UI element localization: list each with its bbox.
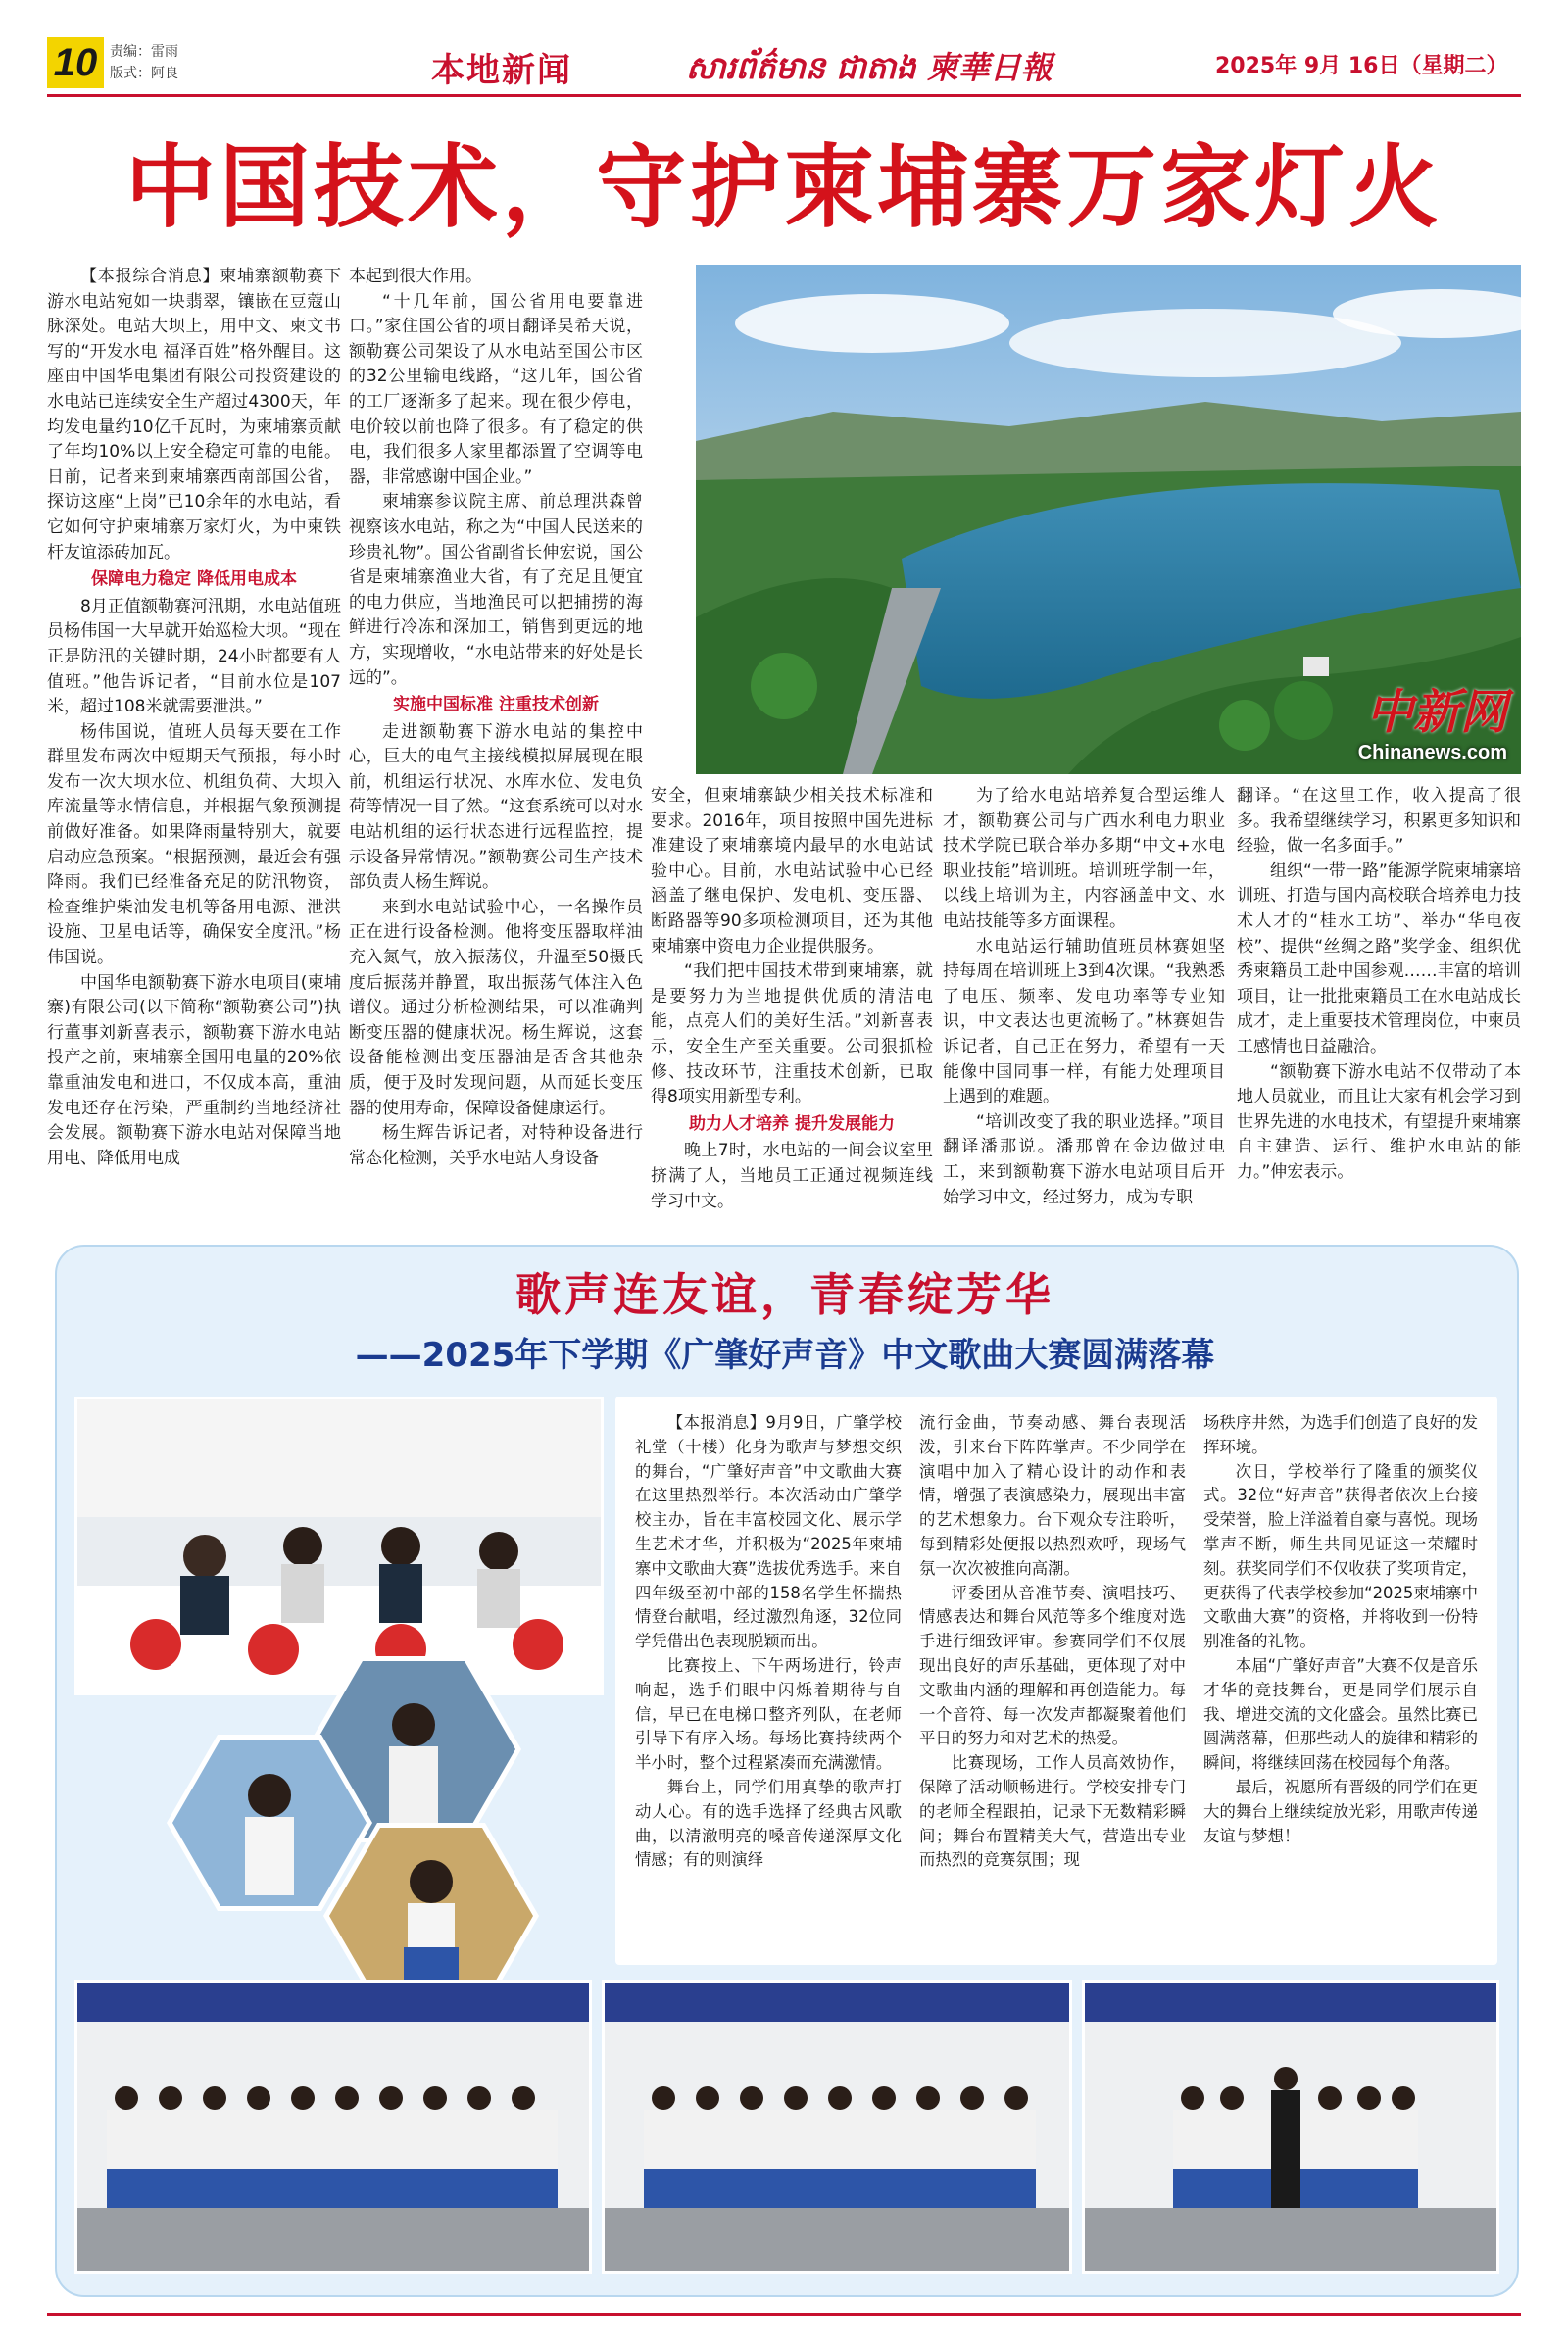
- subheading: 实施中国标准 注重技术创新: [393, 695, 599, 715]
- paragraph: 晚上7时，水电站的一间会议室里挤满了人，当地员工正通过视频连线学习中文。: [651, 1141, 933, 1211]
- paragraph: 评委团从音准节奏、演唱技巧、情感表达和舞台风范等多个维度对选手进行细致评审。参赛同学们不仅展现出良好的声乐基础，更体现了对中文歌曲内涵的理解和再创造能力。每一个音符、每一次发声都凝聚着他们平日的努力和对艺术的热爱。: [919, 1583, 1186, 1748]
- paragraph: “额勒赛下游水电站不仅带动了本地人员就业，而且让大家有机会学习到世界先进的水电技术，有望提升柬埔寨自主建造、运行、维护水电站的能力。”伸宏表示。: [1237, 1061, 1521, 1182]
- award-group-image-2: [605, 1983, 1069, 2271]
- page-number: 10: [47, 37, 104, 88]
- article-column-1: [47, 265, 341, 1171]
- paragraph: “培训改变了我的职业选择。”项目翻译潘那说。潘那曾在金边做过电工，来到额勒赛下游水电站项目后开始学习中文，经过努力，成为专职: [943, 1111, 1225, 1207]
- paragraph: 【本报消息】9月9日，广肇学校礼堂（十楼）化身为歌声与梦想交织的舞台，“广肇好声音”中文歌曲大赛在这里热烈举行。本次活动由广肇学校主办，旨在丰富校园文化、展示学生艺术才华，并积极为“2025年柬埔寨中文歌曲大赛”选拔优秀选手。来自四年级至初中部的158名学生怀揣热情登台献唱，经过激烈角逐，32位同学凭借出色表现脱颖而出。: [635, 1413, 902, 1651]
- paragraph: 本起到很大作用。: [349, 267, 482, 286]
- paragraph: 舞台上，同学们用真挚的歌声打动人心。有的选手选择了经典古风歌曲，以清澈明亮的嗓音传递深厚文化情感；有的则演绎: [635, 1777, 902, 1870]
- paragraph: 杨伟国说，值班人员每天要在工作群里发布两次中短期天气预报，每小时发布一次大坝水位、机组负荷、大坝入库流量等水情信息，并根据气象预测提前做好准备。如果降雨量特别大，就要启动应急预案。“根据预测，最近会有强降雨。我们已经准备充足的防汛物资，检查维护柴油发电机等备用电源、泄洪设施、卫星电话等，确保安全度汛。”杨伟国说。: [47, 721, 341, 968]
- paragraph: 杨生辉告诉记者，对特种设备进行常态化检测，关乎水电站人身设备: [349, 1123, 643, 1168]
- subheading: 保障电力稳定 降低用电成本: [91, 569, 297, 590]
- article-column-5: [1237, 784, 1521, 1186]
- feature-title: 歌声连友谊，青春绽芳华: [515, 1268, 1054, 1321]
- paragraph: 次日，学校举行了隆重的颁奖仪式。32位“好声音”获得者依次上台接受荣誉，脸上洋溢着自豪与喜悦。现场掌声不断，师生共同见证这一荣耀时刻。获奖同学们不仅收获了奖项肯定，更获得了代表学校参加“2025柬埔寨中文歌曲大赛”的资格，并将收到一份特别准备的礼物。: [1203, 1461, 1478, 1651]
- photo-credit-logo: 中新网: [1365, 685, 1507, 740]
- paragraph: 为了给水电站培养复合型运维人才，额勒赛公司与广西水利电力职业技术学院已联合举办多期“中文+水电职业技能”培训班。培训班学制一年，以线上培训为主，内容涵盖中文、水电站技能等多方面课程。: [943, 786, 1225, 931]
- layout-name: 版式：阿良: [110, 66, 178, 81]
- group-photo-1: [74, 1980, 592, 2274]
- group-photo-3: [1082, 1980, 1499, 2274]
- paragraph: 翻译。“在这里工作，收入提高了很多。我希望继续学习，积累更多知识和经验，做一名多面手。”: [1237, 786, 1521, 857]
- award-group-image-3: [1085, 1983, 1496, 2271]
- paragraph: 【本报综合消息】柬埔寨额勒赛下游水电站宛如一块翡翠，镶嵌在豆蔻山脉深处。电站大坝上，用中文、柬文书写的“开发水电 福泽百姓”格外醒目。这座由中国华电集团有限公司投资建设的水电站已连续安全生产超过4300天，年均发电量约10亿千瓦时，为柬埔寨贡献了年均10%以上安全稳定可靠的电能。日前，记者来到柬埔寨西南部国公省，探访这座“上岗”已10余年的水电站，看它如何守护柬埔寨万家灯火，为中柬铁杆友谊添砖加瓦。: [47, 267, 341, 563]
- dam-photo: [696, 265, 1521, 774]
- feature-column-1: [635, 1411, 902, 1873]
- paragraph: 组织“一带一路”能源学院柬埔寨培训班、打造与国内高校联合培养电力技术人才的“桂水工坊”、举办“华电夜校”、提供“丝绸之路”奖学金、组织优秀柬籍员工赴中国参观……丰富的培训项目，让一批批柬籍员工在水电站成长成才，走上重要技术管理岗位，中柬员工感情也日益融洽。: [1237, 860, 1521, 1056]
- photo-credit-url: Chinanews.com: [1357, 742, 1507, 763]
- paragraph: 比赛按上、下午两场进行，铃声响起，选手们眼中闪烁着期待与自信，早已在电梯口整齐列队，在老师引导下有序入场。每场比赛持续两个半小时，整个过程紧凑而充满激情。: [635, 1655, 902, 1773]
- paragraph: 安全，但柬埔寨缺少相关技术标准和要求。2016年，项目按照中国先进标准建设了柬埔寨境内最早的水电站试验中心。目前，水电站试验中心已经涵盖了继电保护、发电机、变压器、断路器等90多项检测项目，还为其他柬埔寨中资电力企业提供服务。: [651, 786, 933, 956]
- paragraph: 柬埔寨参议院主席、前总理洪森曾视察该水电站，称之为“中国人民送来的珍贵礼物”。国公省副省长伸宏说，国公省是柬埔寨渔业大省，有了充足且便宜的电力供应，当地渔民可以把捕捞的海鲜进行冷冻和深加工，销售到更远的地方，实现增收，“水电站带来的好处是长远的”。: [349, 492, 643, 688]
- paragraph: 流行金曲，节奏动感、舞台表现活泼，引来台下阵阵掌声。不少同学在演唱中加入了精心设计的动作和表情，增强了表演感染力，展现出丰富的艺术想象力。台下观众专注聆听，每到精彩处便报以热烈欢呼，现场气氛一次次被推向高潮。: [919, 1413, 1186, 1578]
- photo-credit: [1358, 674, 1507, 764]
- subheading: 助力人才培养 提升发展能力: [689, 1113, 895, 1134]
- section-title: 本地新闻: [431, 51, 572, 90]
- footer-rule: [47, 2313, 1521, 2316]
- paragraph: 来到水电站试验中心，一名操作员正在进行设备检测。他将变压器取样油充入氮气，放入振荡仪，升温至50摄氏度后振荡并静置，取出振荡气体注入色谱仪。通过分析检测结果，可以准确判断变压器的健康状况。杨生辉说，这套设备能检测出变压器油是否含其他杂质，便于及时发现问题，从而延长变压器的使用寿命，保障设备健康运行。: [349, 897, 643, 1118]
- editor-name: 责编：雷雨: [110, 44, 178, 60]
- award-group-image-1: [77, 1983, 589, 2271]
- article-column-2: [349, 265, 643, 1171]
- paragraph: “我们把中国技术带到柬埔寨，就是要努力为当地提供优质的清洁电能，点亮人们的美好生活。”刘新喜表示，安全生产至关重要。公司狠抓检修、技改环节，注重技术创新，已取得8项实用新型专利。: [651, 961, 933, 1107]
- feature-column-3: [1203, 1411, 1478, 1848]
- main-headline: 中国技术，守护柬埔寨万家灯火: [124, 135, 1443, 240]
- paragraph: 中国华电额勒赛下游水电项目(柬埔寨)有限公司(以下简称“额勒赛公司”)执行董事刘新喜表示，额勒赛下游水电站投产之前，柬埔寨全国用电量的20%依靠重油发电和进口，不仅成本高，重油发电还存在污染，严重制约当地经济社会发展。额勒赛下游水电站对保障当地用电、降低用电成: [47, 972, 341, 1168]
- feature-column-2: [919, 1411, 1186, 1873]
- editor-credits: [110, 41, 178, 84]
- paragraph: 走进额勒赛下游水电站的集控中心，巨大的电气主接线模拟屏展现在眼前，机组运行状况、水库水位、发电负荷等情况一目了然。“这套系统可以对水电站机组的运行状态进行远程监控，提示设备异常情况。”额勒赛公司生产技术部负责人杨生辉说。: [349, 721, 643, 893]
- paragraph: 最后，祝愿所有晋级的同学们在更大的舞台上继续绽放光彩，用歌声传递友谊与梦想！: [1203, 1777, 1478, 1845]
- paragraph: 本届“广肇好声音”大赛不仅是音乐才华的竞技舞台，更是同学们展示自我、增进交流的文化盛会。虽然比赛已圆满落幕，但那些动人的旋律和精彩的瞬间，将继续回荡在校园每个角落。: [1203, 1655, 1478, 1773]
- issue-date: 2025年 9月 16日（星期二）: [1215, 54, 1508, 78]
- paragraph: “十几年前，国公省用电要靠进口。”家住国公省的项目翻译吴希天说，额勒赛公司架设了从水电站至国公市区的32公里输电线路，“这几年，国公省的工厂逐渐多了起来。现在很少停电，电价较以前也降了很多。有了稳定的供电，我们很多人家里都添置了空调等电器，非常感谢中国企业。”: [349, 291, 643, 487]
- paragraph: 比赛现场，工作人员高效协作，保障了活动顺畅进行。学校安排专门的老师全程跟拍，记录下无数精彩瞬间；舞台布置精美大气，营造出专业而热烈的竞赛氛围；现: [919, 1753, 1186, 1870]
- header-rule: [47, 94, 1521, 97]
- judges-table-image: [77, 1399, 601, 1692]
- paragraph: 场秩序井然，为选手们创造了良好的发挥环境。: [1203, 1413, 1478, 1456]
- article-column-3: [651, 784, 933, 1214]
- paragraph: 水电站运行辅助值班员林赛妲坚持每周在培训班上3到4次课。“我熟悉了电压、频率、发电功率等专业知识，中文表达也更流畅了。”林赛妲告诉记者，自己正在努力，希望有一天能像中国同事一样，有能力处理项目上遇到的难题。: [943, 936, 1225, 1107]
- masthead-logo: សារព័ត៌មាន ជាតាង 柬華日報: [686, 49, 1053, 86]
- group-photo-2: [602, 1980, 1072, 2274]
- judges-photo: [74, 1396, 604, 1695]
- feature-subtitle: ——2025年下学期《广肇好声音》中文歌曲大赛圆满落幕: [355, 1336, 1215, 1375]
- paragraph: 8月正值额勒赛河汛期，水电站值班员杨伟国一大早就开始巡检大坝。“现在正是防汛的关键时期，24小时都要有人值班。”他告诉记者，“目前水位是107米，超过108米就需要泄洪。”: [47, 596, 341, 717]
- article-column-4: [943, 784, 1225, 1210]
